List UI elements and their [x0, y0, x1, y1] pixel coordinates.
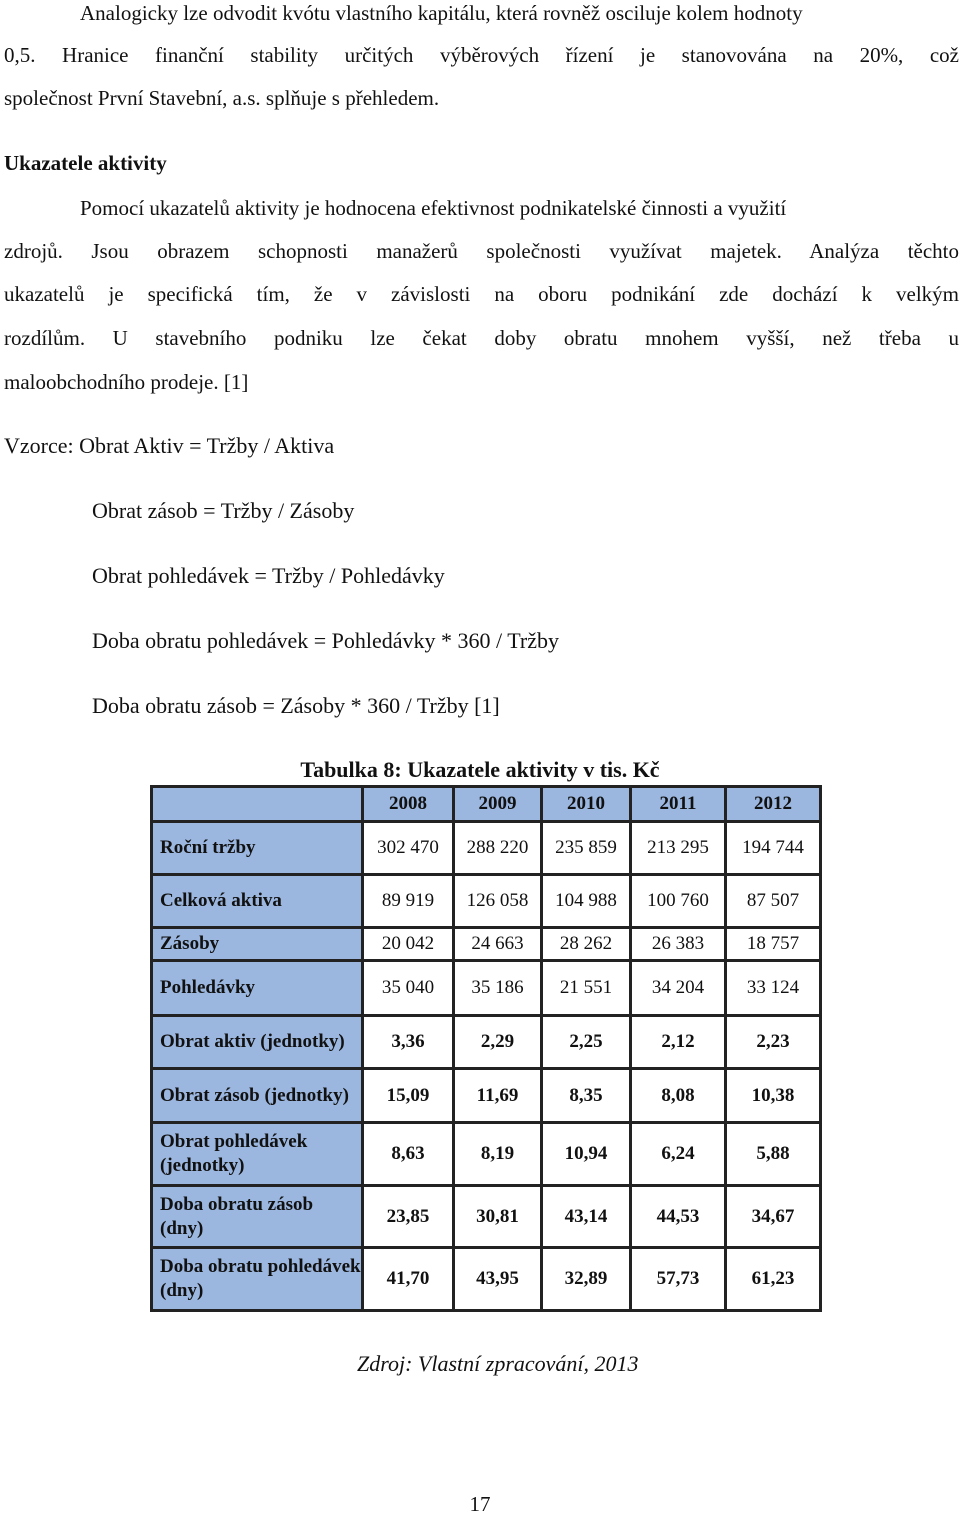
table-cell: 20 042	[363, 928, 454, 961]
formula-line: Vzorce: Obrat Aktiv = Tržby / Aktiva	[4, 433, 335, 458]
table-cell: 10,38	[726, 1069, 821, 1123]
row-label: Doba obratu zásob (dny)	[152, 1186, 363, 1248]
formula-line: Obrat zásob = Tržby / Zásoby	[92, 498, 355, 523]
year-header: 2010	[542, 787, 631, 822]
table-cell: 8,08	[631, 1069, 726, 1123]
table-cell: 30,81	[454, 1186, 542, 1248]
formula-line: Doba obratu zásob = Zásoby * 360 / Tržby [1]	[92, 693, 500, 718]
table-cell: 89 919	[363, 875, 454, 928]
table-cell: 2,25	[542, 1016, 631, 1069]
table-cell: 24 663	[454, 928, 542, 961]
table-cell: 3,36	[363, 1016, 454, 1069]
paragraph-line: společnost První Stavební, a.s. splňuje s přehledem.	[4, 86, 440, 110]
table-cell: 288 220	[454, 822, 542, 875]
row-label: Obrat zásob (jednotky)	[152, 1069, 363, 1123]
table-cell: 87 507	[726, 875, 821, 928]
table-cell: 194 744	[726, 822, 821, 875]
row-label: Zásoby	[152, 928, 363, 961]
table-row	[152, 1248, 821, 1311]
table-cell: 100 760	[631, 875, 726, 928]
formula-line: Obrat pohledávek = Tržby / Pohledávky	[92, 563, 445, 588]
year-header: 2012	[726, 787, 821, 822]
table-cell: 43,14	[542, 1186, 631, 1248]
table-cell: 104 988	[542, 875, 631, 928]
table-cell: 8,35	[542, 1069, 631, 1123]
table-cell: 2,29	[454, 1016, 542, 1069]
table-cell: 15,09	[363, 1069, 454, 1123]
table-row	[152, 822, 821, 875]
paragraph-line: Analogicky lze odvodit kvótu vlastního kapitálu, která rovněž osciluje kolem hodnoty	[80, 1, 803, 25]
row-label: Doba obratu pohledávek (dny)	[152, 1248, 363, 1311]
table-cell: 35 186	[454, 961, 542, 1016]
table-source: Zdroj: Vlastní zpracování, 2013	[357, 1351, 639, 1376]
activity-indicators-table	[150, 785, 822, 1312]
table-cell: 43,95	[454, 1248, 542, 1311]
table-cell: 41,70	[363, 1248, 454, 1311]
table-cell: 10,94	[542, 1123, 631, 1186]
table-row	[152, 1186, 821, 1248]
paragraph-line: Pomocí ukazatelů aktivity je hodnocena efektivnost podnikatelské činnosti a využití	[80, 196, 787, 220]
table-cell: 57,73	[631, 1248, 726, 1311]
year-header: 2008	[363, 787, 454, 822]
table-row	[152, 1016, 821, 1069]
table-row	[152, 875, 821, 928]
paragraph-line: rozdílům. U stavebního podniku lze čekat doby obratu mnohem vyšší, než třeba u	[4, 326, 959, 350]
table-cell: 18 757	[726, 928, 821, 961]
table-cell: 11,69	[454, 1069, 542, 1123]
year-header: 2009	[454, 787, 542, 822]
table-cell: 23,85	[363, 1186, 454, 1248]
table-cell: 235 859	[542, 822, 631, 875]
table-cell: 6,24	[631, 1123, 726, 1186]
paragraph-line: zdrojů. Jsou obrazem schopnosti manažerů společnosti využívat majetek. Analýza těchto	[4, 239, 959, 263]
year-header: 2011	[631, 787, 726, 822]
formula-line: Doba obratu pohledávek = Pohledávky * 360 / Tržby	[92, 628, 560, 653]
table-cell: 21 551	[542, 961, 631, 1016]
table-cell: 32,89	[542, 1248, 631, 1311]
table-cell: 44,53	[631, 1186, 726, 1248]
table-row	[152, 1123, 821, 1186]
section-heading: Ukazatele aktivity	[4, 151, 167, 175]
table-cell: 34,67	[726, 1186, 821, 1248]
table-corner-cell	[152, 787, 363, 822]
table-caption: Tabulka 8: Ukazatele aktivity v tis. Kč	[300, 757, 660, 782]
row-label: Obrat aktiv (jednotky)	[152, 1016, 363, 1069]
table-row	[152, 961, 821, 1016]
table-cell: 35 040	[363, 961, 454, 1016]
table-cell: 34 204	[631, 961, 726, 1016]
table-row	[152, 1069, 821, 1123]
table-cell: 2,23	[726, 1016, 821, 1069]
table-cell: 33 124	[726, 961, 821, 1016]
table-cell: 61,23	[726, 1248, 821, 1311]
table-cell: 8,63	[363, 1123, 454, 1186]
paragraph-line: maloobchodního prodeje. [1]	[4, 370, 249, 394]
table-cell: 213 295	[631, 822, 726, 875]
paragraph-line: 0,5. Hranice finanční stability určitých výběrových řízení je stanovována na 20%, což	[4, 43, 959, 67]
table-row	[152, 928, 821, 961]
table-header-row	[152, 787, 821, 822]
table-cell: 8,19	[454, 1123, 542, 1186]
row-label: Celková aktiva	[152, 875, 363, 928]
table-cell: 26 383	[631, 928, 726, 961]
table-cell: 2,12	[631, 1016, 726, 1069]
table-cell: 302 470	[363, 822, 454, 875]
paragraph-line: ukazatelů je specifická tím, že v závislosti na oboru podnikání zde dochází k velkým	[4, 282, 959, 306]
table-cell: 28 262	[542, 928, 631, 961]
row-label: Obrat pohledávek (jednotky)	[152, 1123, 363, 1186]
row-label: Pohledávky	[152, 961, 363, 1016]
table-cell: 5,88	[726, 1123, 821, 1186]
table-cell: 126 058	[454, 875, 542, 928]
page-number: 17	[469, 1492, 491, 1516]
row-label: Roční tržby	[152, 822, 363, 875]
